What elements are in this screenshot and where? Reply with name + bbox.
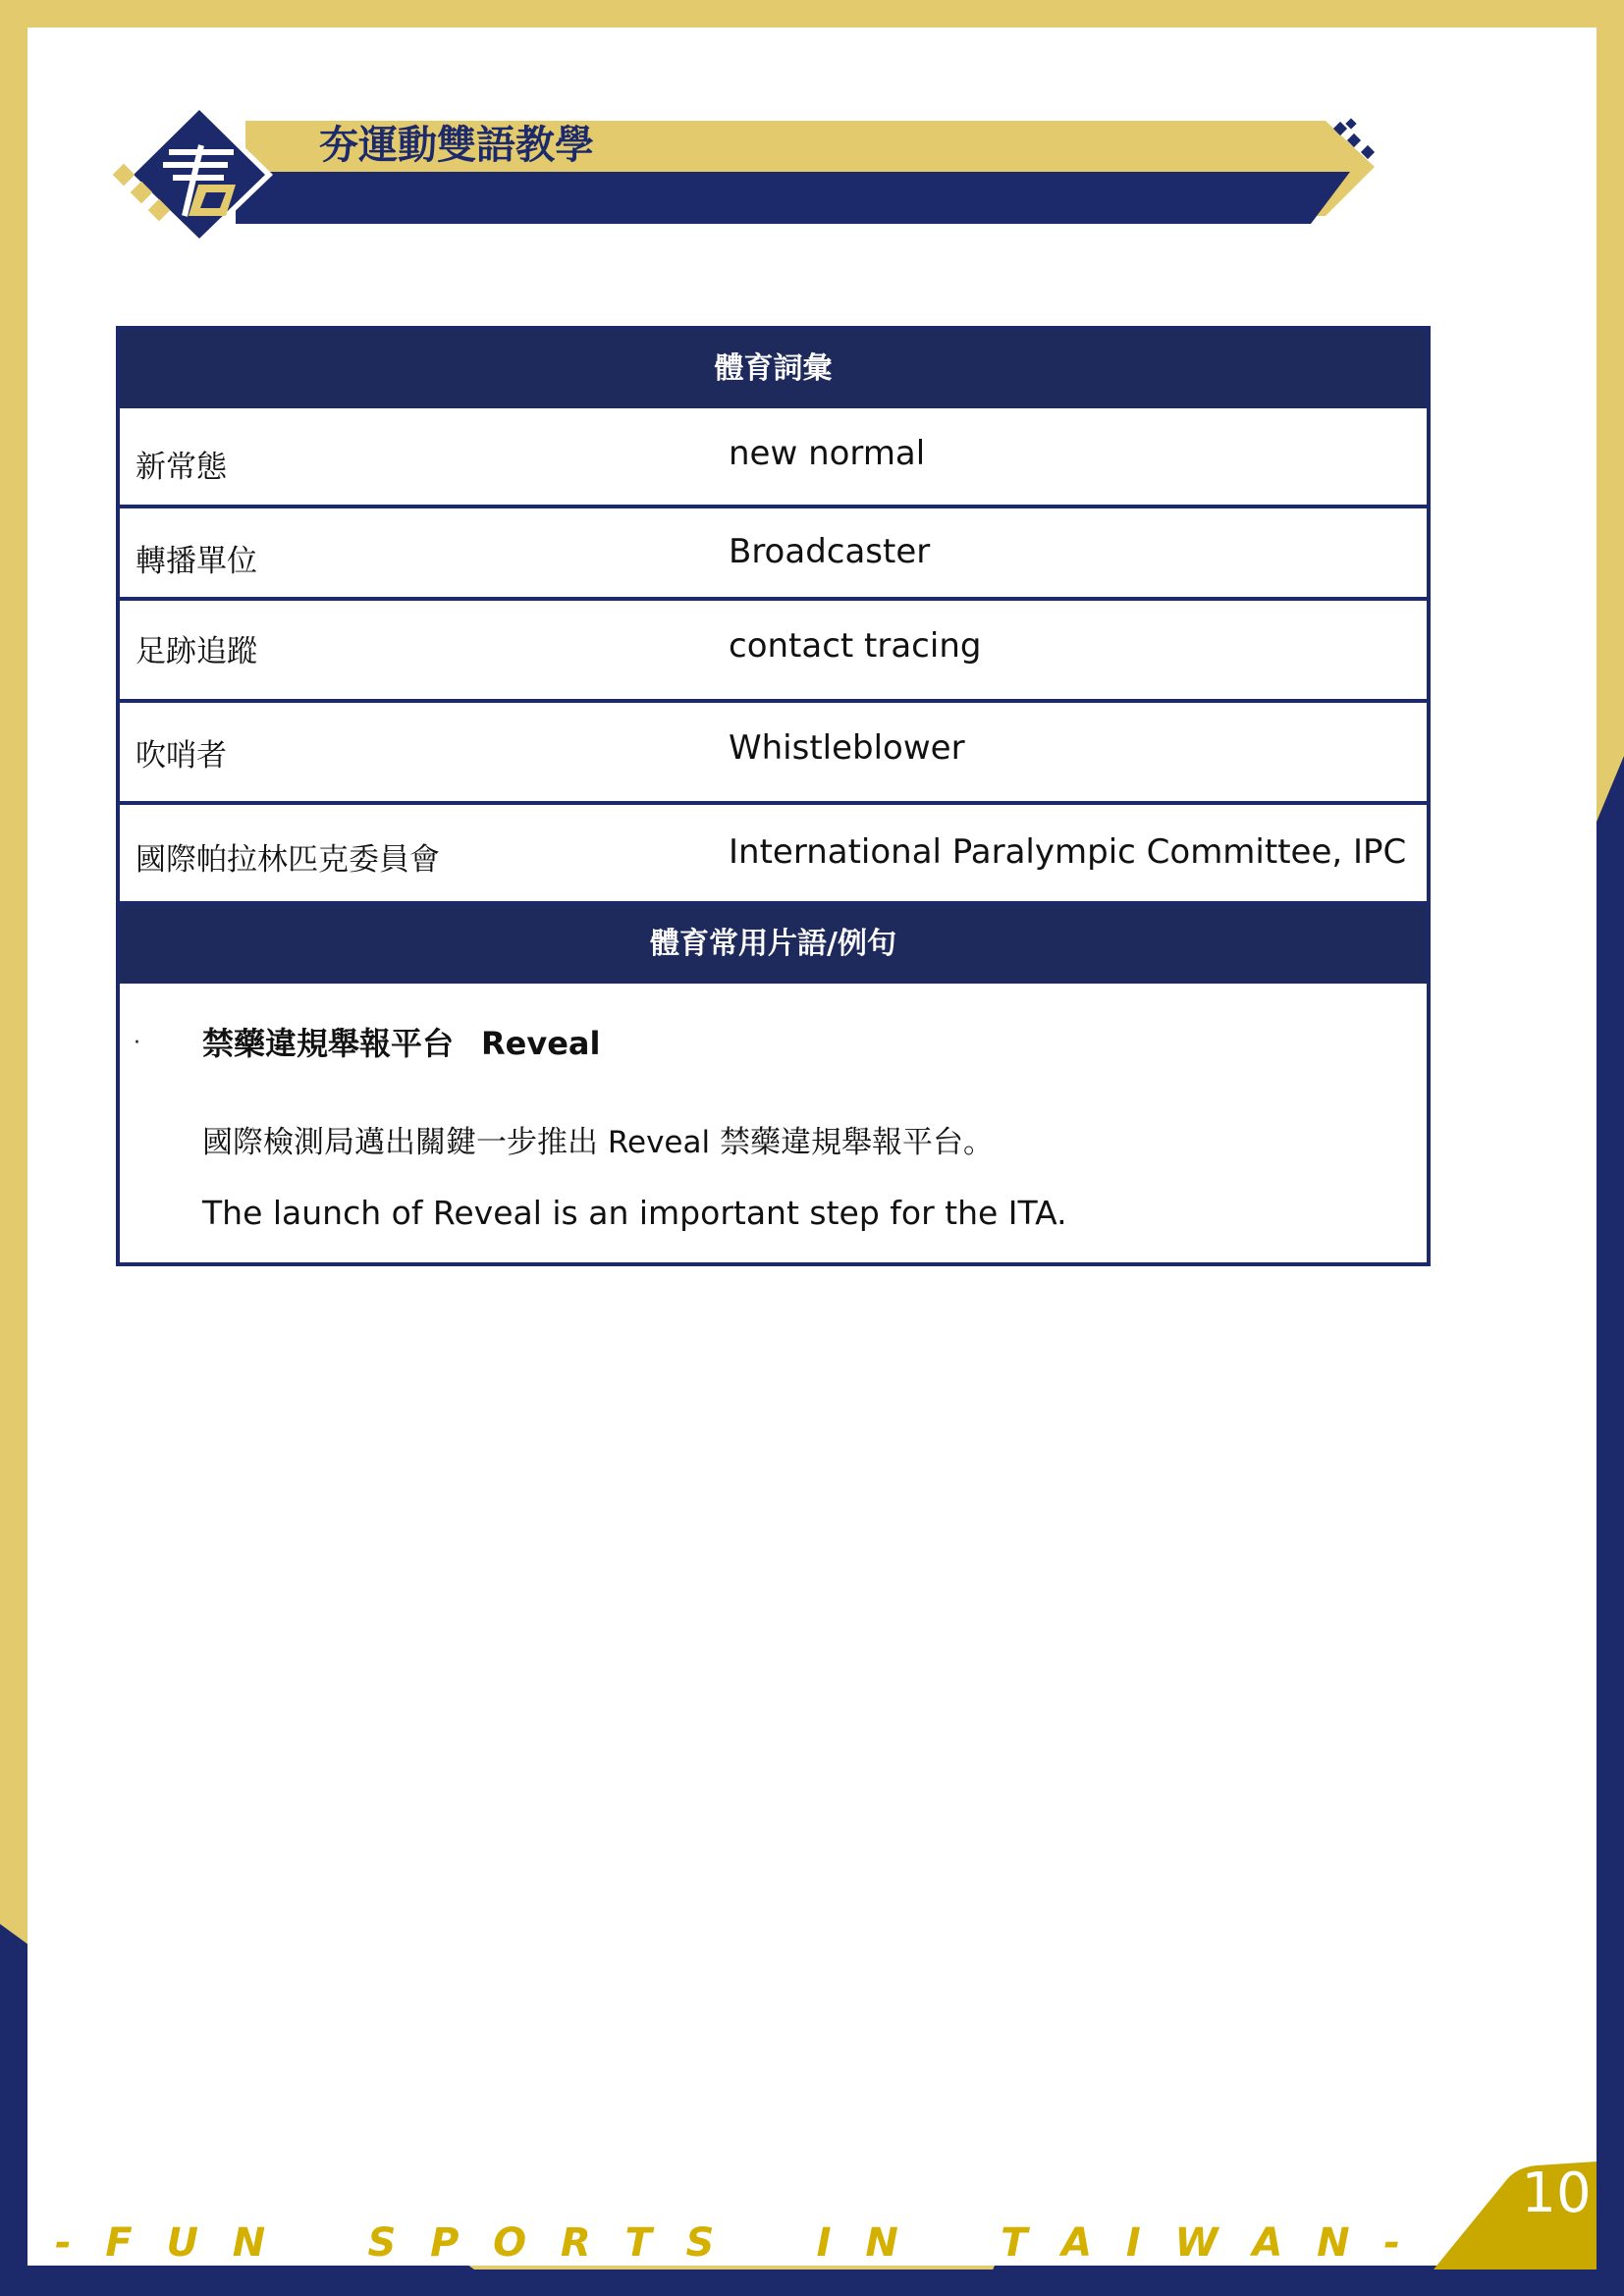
table-row [120, 408, 1427, 508]
term-english: International Paralympic Committee, IPC [729, 832, 1407, 872]
bullet-point: · [134, 1031, 140, 1055]
table-row [120, 508, 1427, 601]
phrase-term-english: Reveal [481, 1025, 601, 1062]
page-number: 10 [1521, 2162, 1592, 2225]
term-chinese: 足跡追蹤 [135, 634, 257, 669]
term-chinese: 新常態 [135, 450, 227, 485]
phrases-heading: 體育常用片語/例句 [120, 905, 1427, 984]
header-banner [108, 98, 1384, 255]
banner-title: 夯運動雙語教學 [319, 123, 594, 168]
vocabulary-table [116, 326, 1431, 1266]
term-english: contact tracing [729, 626, 982, 666]
term-chinese: 吹哨者 [135, 738, 227, 774]
footer-tagline: - F U N S P O R T S I N T A I W A N - [55, 2220, 1400, 2266]
table-row [120, 601, 1427, 703]
term-chinese: 轉播單位 [135, 544, 257, 579]
phrase-block [120, 984, 1427, 1262]
term-chinese: 國際帕拉林匹克委員會 [135, 842, 440, 878]
phrase-term-chinese: 禁藥違規舉報平台 [202, 1025, 455, 1062]
table-row [120, 805, 1427, 905]
phrase-term [202, 1019, 600, 1064]
term-english: Whistleblower [729, 728, 965, 768]
term-english: Broadcaster [729, 532, 931, 571]
example-sentence-english: The launch of Reveal is an important step for the ITA. [202, 1194, 1067, 1232]
term-english: new normal [729, 434, 926, 473]
example-sentence-chinese: 國際檢測局邁出關鍵一步推出 Reveal 禁藥違規舉報平台。 [202, 1125, 994, 1160]
table-row [120, 703, 1427, 805]
vocabulary-heading: 體育詞彙 [120, 330, 1427, 408]
